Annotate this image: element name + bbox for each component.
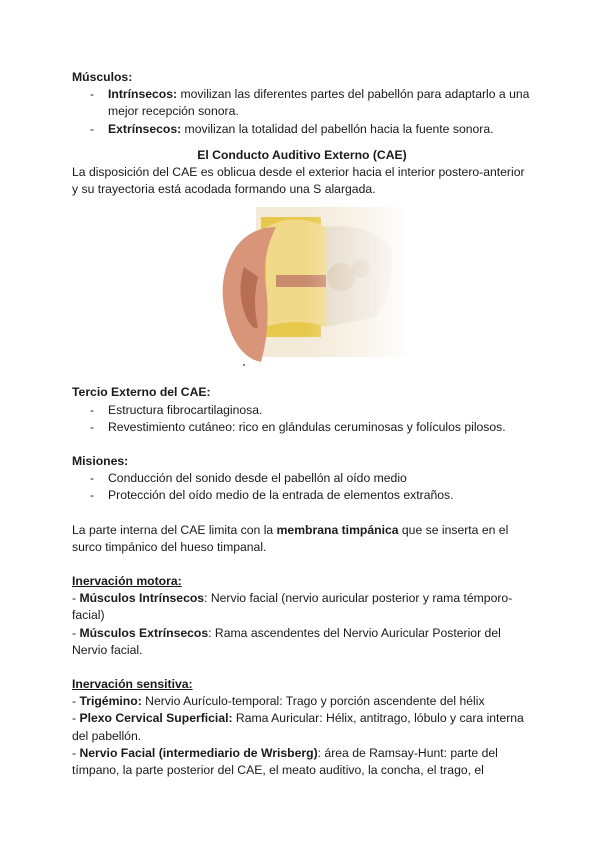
list-item: - Extrínsecos: movilizan la totalidad del pabellón hacia la fuente sonora. <box>72 121 532 138</box>
sensitiva-line: - Plexo Cervical Superficial: Rama Auricular: Hélix, antitrago, lóbulo y cara interna del pabellón. <box>72 711 524 743</box>
list-item: - Intrínsecos: movilizan las diferentes partes del pabellón para adaptarlo a una mejor recepción sonora. <box>72 86 532 120</box>
sensitiva-line: - Trigémino: Nervio Aurículo-temporal: Trago y porción ascendente del hélix <box>72 694 485 709</box>
sensitiva-heading: Inervación sensitiva: <box>72 677 193 692</box>
sensitiva-line: - Nervio Facial (intermediario de Wrisberg): área de Ramsay-Hunt: parte del tímpano, la parte posterior del CAE, el meato auditivo, la concha, el trago, el <box>72 745 498 778</box>
musculos-list <box>72 86 532 138</box>
timpano-paragraph: La parte interna del CAE limita con la membrana timpánica que se inserta en el surco timpánico del hueso timpanal. <box>72 522 509 554</box>
list-item: - Estructura fibrocartilaginosa. <box>72 402 532 419</box>
cae-intro: La disposición del CAE es oblicua desde el exterior hacia el interior postero-anterior y su trayectoria está acodada formando una S alargada. <box>72 165 525 197</box>
cae-title: El Conducto Auditivo Externo (CAE) <box>197 147 407 162</box>
motora-line: - Músculos Extrínsecos: Rama ascendentes del Nervio Auricular Posterior del Nervio facial. <box>72 625 501 657</box>
tercio-heading: Tercio Externo del CAE: <box>72 385 211 400</box>
document-page <box>72 69 532 779</box>
musculos-heading: Músculos: <box>72 70 133 84</box>
misiones-heading: Misiones: <box>72 454 129 469</box>
list-item: - Conducción del sonido desde el pabellón al oído medio <box>72 470 532 487</box>
list-item: - Revestimiento cutáneo: rico en glándulas ceruminosas y folículos pilosos. <box>72 419 532 436</box>
motora-heading: Inervación motora: <box>72 574 182 589</box>
motora-line: - Músculos Intrínsecos: Nervio facial (nervio auricular posterior y rama témporo-facial) <box>72 591 513 623</box>
list-item: - Protección del oído medio de la entrada de elementos extraños. <box>72 487 532 504</box>
ear-anatomy-illustration <box>206 207 406 367</box>
misiones-list <box>72 470 532 504</box>
tercio-list <box>72 402 532 436</box>
